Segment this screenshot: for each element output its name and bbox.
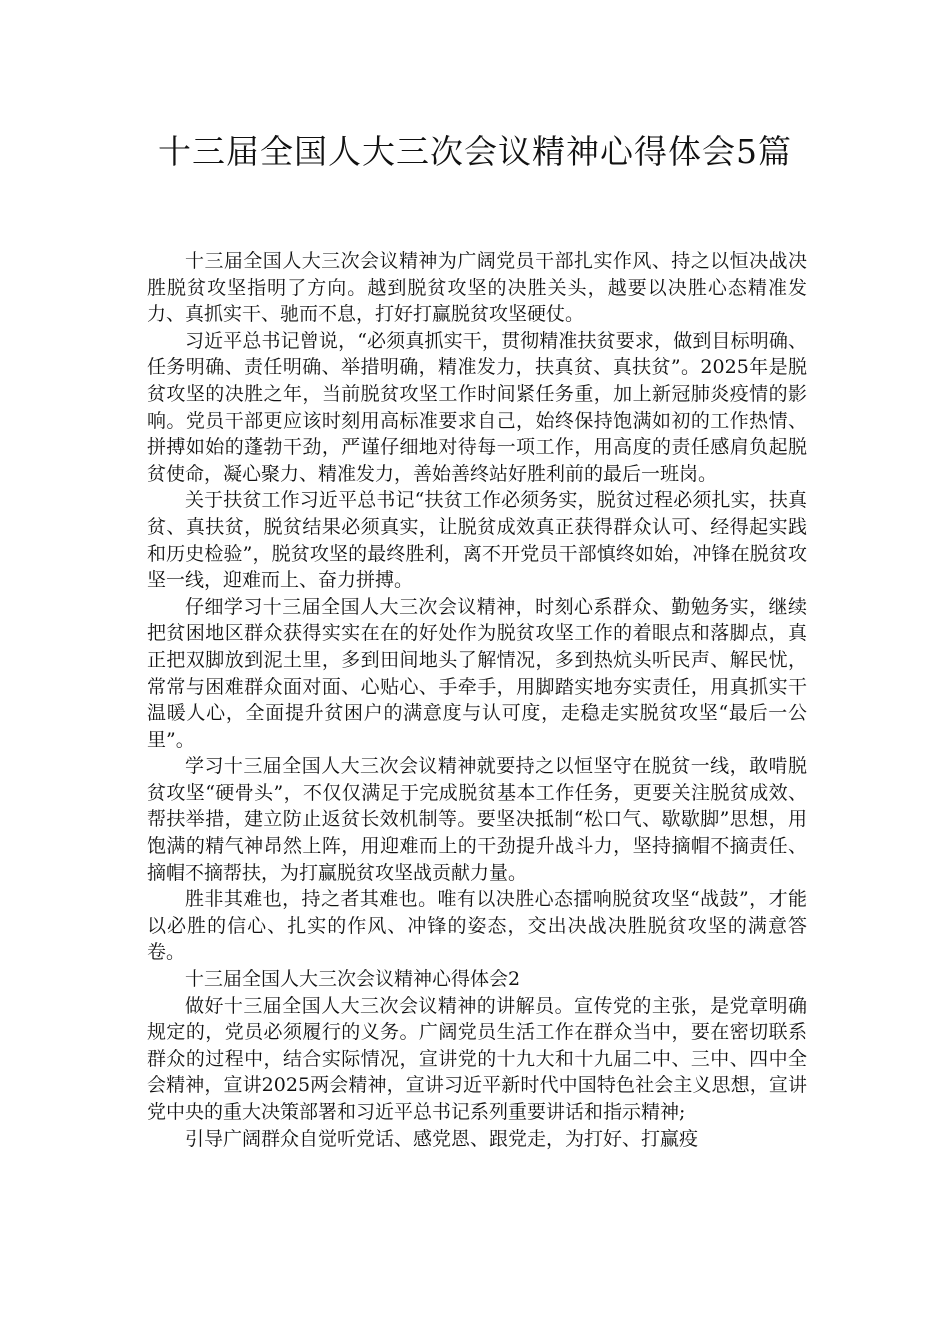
section-heading: 十三届全国人大三次会议精神心得体会2	[185, 968, 521, 991]
paragraph: 引导广阔群众自觉听党话、感党恩、跟党走，为打好、打赢疫	[185, 1127, 699, 1150]
paragraph: 十三届全国人大三次会议精神为广阔党员干部扎实作风、持之以恒决战决胜脱贫攻坚指明了方向。越到脱贫攻坚的决胜关头，越要以决胜心态精准发力、真抓实干、驰而不息，打好打赢脱贫攻坚硬仗。	[147, 250, 807, 326]
document-body	[147, 248, 807, 1152]
paragraph: 做好十三届全国人大三次会议精神的讲解员。宣传党的主张，是党章明确规定的，党员必须履行的义务。广阔党员生活工作在群众当中，要在密切联系群众的过程中，结合实际情况，宣讲党的十九大和十九届二中、三中、四中全会精神，宣讲2025两会精神，宣讲习近平新时代中国特色社会主义思想，宣讲党中央的重大决策部署和习近平总书记系列重要讲话和指示精神;	[147, 994, 807, 1123]
document-title: 十三届全国人大三次会议精神心得体会5篇	[158, 132, 792, 171]
paragraph: 关于扶贫工作习近平总书记“扶贫工作必须务实，脱贫过程必须扎实，扶真贫、真扶贫，脱贫结果必须真实，让脱贫成效真正获得群众认可、经得起实践和历史检验”，脱贫攻坚的最终胜利，离不开党员干部慎终如始，冲锋在脱贫攻坚一线，迎难而上、奋力拼搏。	[147, 489, 807, 592]
paragraph: 仔细学习十三届全国人大三次会议精神，时刻心系群众、勤勉务实，继续把贫困地区群众获得实实在在的好处作为脱贫攻坚工作的着眼点和落脚点，真正把双脚放到泥土里，多到田间地头了解情况，多到热炕头听民声、解民忧，常常与困难群众面对面、心贴心、手牵手，用脚踏实地夯实责任，用真抓实干温暖人心，全面提升贫困户的满意度与认可度，走稳走实脱贫攻坚“最后一公里”。	[147, 595, 807, 751]
paragraph: 学习十三届全国人大三次会议精神就要持之以恒坚守在脱贫一线，敢啃脱贫攻坚“硬骨头”，不仅仅满足于完成脱贫基本工作任务，更要关注脱贫成效、帮扶举措，建立防止返贫长效机制等。要坚决抵制“松口气、歇歇脚”思想，用饱满的精气神昂然上阵，用迎难而上的干劲提升战斗力，坚持摘帽不摘责任、摘帽不摘帮扶，为打赢脱贫攻坚战贡献力量。	[147, 755, 807, 884]
paragraph: 胜非其难也，持之者其难也。唯有以决胜心态擂响脱贫攻坚“战鼓”，才能以必胜的信心、扎实的作风、冲锋的姿态，交出决战决胜脱贫攻坚的满意答卷。	[147, 888, 807, 964]
paragraph: 习近平总书记曾说，“必须真抓实干，贯彻精准扶贫要求，做到目标明确、任务明确、责任明确、举措明确，精准发力，扶真贫、真扶贫”。2025年是脱贫攻坚的决胜之年，当前脱贫攻坚工作时间紧任务重，加上新冠肺炎疫情的影响。党员干部更应该时刻用高标准要求自己，始终保持饱满如初的工作热情、拼搏如始的蓬勃干劲，严谨仔细地对待每一项工作，用高度的责任感肩负起脱贫使命，凝心聚力、精准发力，善始善终站好胜利前的最后一班岗。	[147, 329, 807, 485]
